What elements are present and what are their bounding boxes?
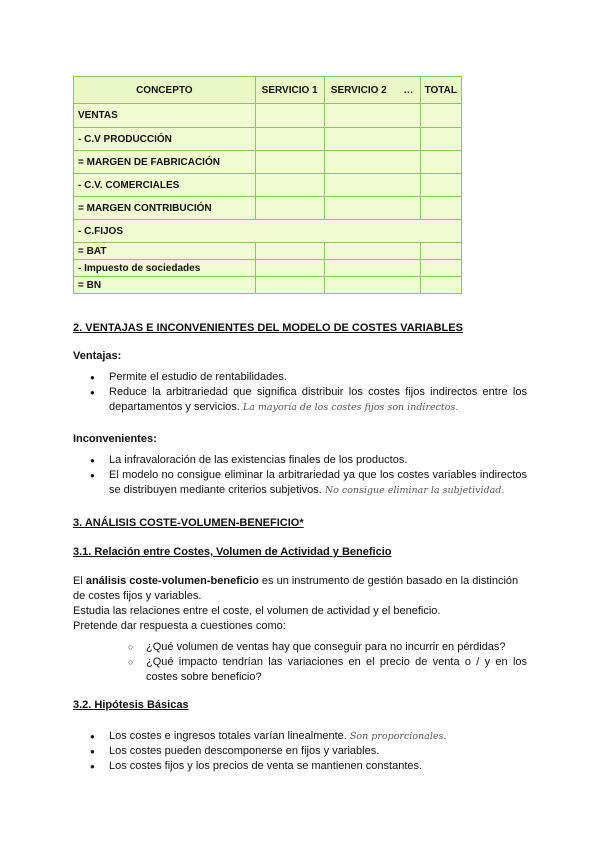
row-label: - C.V PRODUCCIÓN: [74, 128, 256, 151]
table-header-row: [74, 77, 462, 104]
questions-list: [128, 640, 527, 685]
header-concepto: CONCEPTO: [74, 77, 256, 104]
cvb-term: análisis coste-volumen-beneficio: [85, 575, 259, 587]
row-label: = MARGEN CONTRIBUCIÓN: [74, 197, 256, 220]
table-row: [74, 174, 462, 197]
list-item: ● Permite el estudio de rentabilidades.: [73, 370, 527, 385]
table-row: [74, 151, 462, 174]
row-label: - C.FIJOS: [74, 220, 462, 243]
hipotesis-list: [73, 729, 527, 774]
inconvenientes-label: Inconvenientes:: [73, 433, 157, 445]
cvb-line-3: Pretende dar respuesta a cuestiones como:: [73, 620, 286, 632]
table-row: [74, 104, 462, 128]
handwritten-note: La mayoría de los costes fijos son indirectos.: [242, 402, 459, 413]
row-label: VENTAS: [74, 104, 256, 128]
table-row: [74, 243, 462, 260]
list-item: ● Reduce la arbitrariedad que significa distribuir los costes fijos indirectos entre los departamentos y servicios. La mayoría de los costes fijos son indirectos.: [73, 385, 527, 415]
row-label: - Impuesto de sociedades: [74, 260, 256, 277]
handwritten-note: No consigue eliminar la subjetividad.: [324, 485, 505, 496]
cvb-line-2: Estudia las relaciones entre el coste, el volumen de actividad y el beneficio.: [73, 605, 441, 617]
header-servicio-1: SERVICIO 1: [255, 77, 324, 104]
table-row: [74, 128, 462, 151]
cost-table: [73, 76, 462, 294]
table-row: [74, 220, 462, 243]
subsection-3-1-title: 3.1. Relación entre Costes, Volumen de Actividad y Beneficio: [73, 546, 392, 558]
list-item: ● Los costes e ingresos totales varían linealmente. Son proporcionales.: [73, 729, 527, 744]
table-row: [74, 197, 462, 220]
ventajas-list: [73, 370, 527, 415]
header-servicio-2: SERVICIO 2 …: [324, 77, 420, 104]
list-item: ● Los costes pueden descomponerse en fijos y variables.: [73, 744, 527, 759]
table-row: [74, 260, 462, 277]
list-item: ○ ¿Qué impacto tendrían las variaciones en el precio de venta o / y en los costes sobre beneficio?: [128, 655, 527, 685]
list-item: ● Los costes fijos y los precios de venta se mantienen constantes.: [73, 759, 527, 774]
list-item: ● La infravaloración de las existencias finales de los productos.: [73, 453, 527, 468]
list-item: ● El modelo no consigue eliminar la arbitrariedad ya que los costes variables indirectos se distribuyen mediante criterios subjetivos. No consigue eliminar la subjetividad.: [73, 468, 527, 498]
row-label: - C.V. COMERCIALES: [74, 174, 256, 197]
section-3-title: 3. ANÁLISIS COSTE-VOLUMEN-BENEFICIO*: [73, 517, 304, 529]
list-item: ○ ¿Qué volumen de ventas hay que conseguir para no incurrir en pérdidas?: [128, 640, 527, 655]
header-total: TOTAL: [420, 77, 461, 104]
ventajas-label: Ventajas:: [73, 350, 122, 362]
cvb-intro: El análisis coste-volumen-beneficio es un instrumento de gestión basado en la distinción de costes fijos y variables.: [73, 575, 519, 602]
row-label: = MARGEN DE FABRICACIÓN: [74, 151, 256, 174]
handwritten-note: Son proporcionales.: [349, 731, 447, 742]
table-row: [74, 277, 462, 294]
subsection-3-2-title: 3.2. Hipótesis Básicas: [73, 699, 189, 711]
section-2-title: 2. VENTAJAS E INCONVENIENTES DEL MODELO DE COSTES VARIABLES: [73, 322, 463, 334]
inconvenientes-list: [73, 453, 527, 498]
row-label: = BAT: [74, 243, 256, 260]
row-label: = BN: [74, 277, 256, 294]
